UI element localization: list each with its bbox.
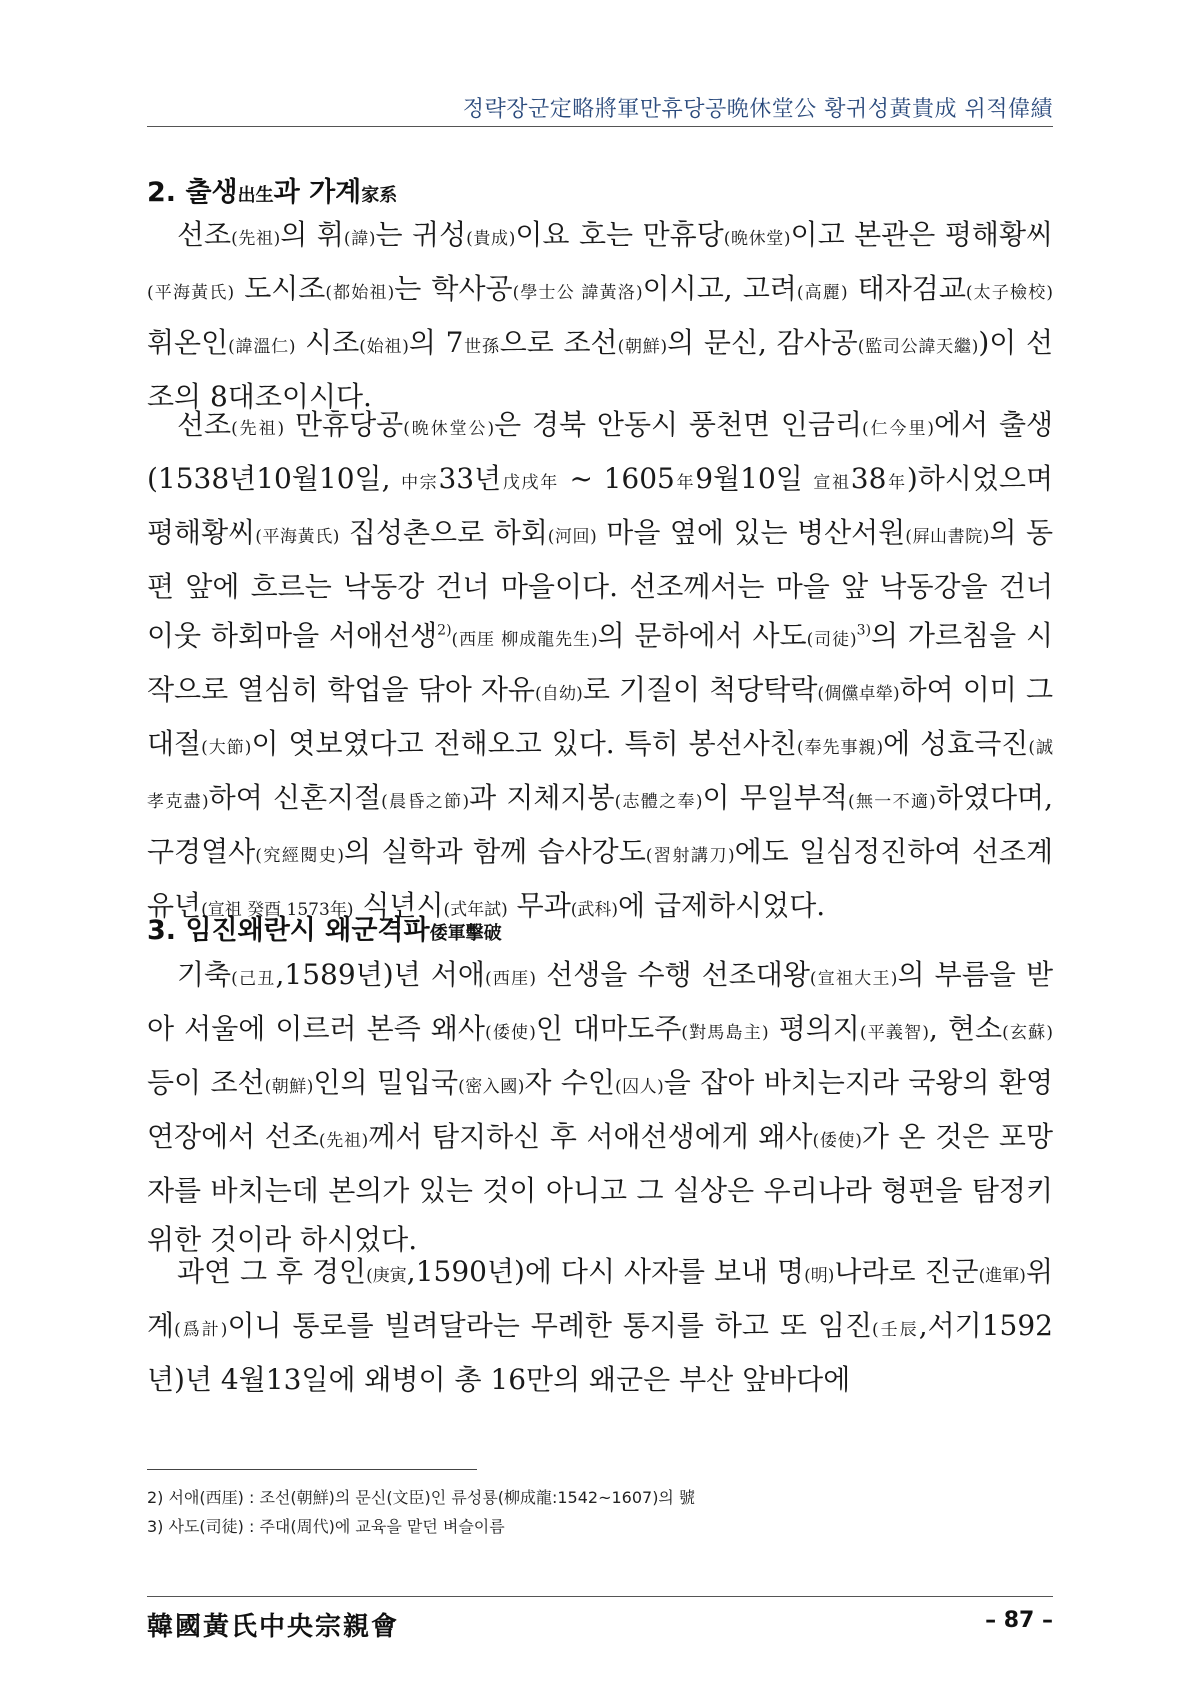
text-run: (屛山書院) <box>905 527 990 547</box>
text-run: 의 7 <box>408 326 464 359</box>
text-run: (壬辰 <box>872 1320 919 1340</box>
text-run: 과 지체지봉 <box>469 781 615 814</box>
text-run: 하였다며, 구경열사 <box>147 781 1053 868</box>
section-3-paragraph-2 <box>147 1247 1053 1404</box>
text-run: 시조 <box>295 326 360 359</box>
text-run: (玄蘇) <box>1002 1023 1054 1043</box>
text-run: 38 <box>850 462 887 495</box>
section-2-paragraph-2 <box>147 400 1053 935</box>
text-run: (宣祖大王) <box>809 969 898 989</box>
text-run: (先祖) <box>231 229 281 249</box>
text-run: 등이 조선 <box>147 1066 265 1099</box>
text-run: 과연 그 후 경인 <box>177 1255 367 1288</box>
text-run: (河回) <box>547 527 597 547</box>
section-2-title-mid: 과 가계 <box>273 177 362 208</box>
text-run: (先祖) <box>231 419 285 439</box>
footnote-2: 2) 서애(西厓) : 조선(朝鮮)의 문신(文臣)인 류성룡(柳成龍:1542~1607)의 號 <box>147 1488 695 1507</box>
text-run: 는 귀성 <box>375 218 467 251</box>
text-run: 에 급제하시었다. <box>618 889 826 922</box>
text-run: (太子檢校) <box>965 283 1053 303</box>
text-run: (倭使) <box>484 1023 536 1043</box>
text-run: 인의 밀입국 <box>313 1066 459 1099</box>
text-run: (囚人) <box>614 1077 664 1097</box>
footnote-ref: 2) <box>437 622 452 639</box>
footer-divider <box>147 1596 1053 1597</box>
text-run: (仁今里) <box>862 419 935 439</box>
text-run: (大節) <box>201 738 252 758</box>
text-run: (始祖) <box>359 337 409 357</box>
section-2-title-hanja: 出生 <box>237 185 274 206</box>
header-divider <box>147 126 1053 127</box>
text-run: 선생을 수행 선조대왕 <box>535 958 810 991</box>
section-3-paragraph-1 <box>147 950 1053 1264</box>
text-run: (平義智) <box>859 1023 929 1043</box>
text-run: (無一不適) <box>847 792 936 812</box>
text-run: 하여 이미 그 대절 <box>147 673 1053 760</box>
text-run: (究經閱史) <box>255 846 345 866</box>
text-run: 의 휘 <box>280 218 344 251</box>
text-run: (宣祖 癸酉 1573年) <box>201 900 354 920</box>
text-run: (倭使) <box>812 1131 862 1151</box>
publisher-name: 韓國黃氏中央宗親會 <box>147 1612 400 1642</box>
section-3-title-hanja: 倭軍擊破 <box>429 923 502 944</box>
text-run: )하시었으며 평해황씨 <box>147 462 1053 549</box>
text-run: ,서기1592년)년 4월13일에 왜병이 총 16만의 왜군은 부산 앞바다에 <box>147 1309 1053 1396</box>
text-run: (進軍) <box>978 1266 1026 1286</box>
text-run: (爲計) <box>174 1320 228 1340</box>
text-run: 으로 조선 <box>499 326 618 359</box>
text-run: (對馬島主) <box>681 1023 769 1043</box>
text-run: (式年試) <box>443 900 508 920</box>
text-run: (西厓) <box>484 969 536 989</box>
text-run: 인 대마도주 <box>535 1012 682 1045</box>
text-run: 을 잡아 바치는지라 국왕의 환영연장에서 선조 <box>147 1066 1054 1153</box>
text-run: 戊戌年 <box>501 473 559 493</box>
text-run: 年 <box>674 473 696 493</box>
text-run: 휘온인 <box>147 326 229 359</box>
text-run: 가 온 것은 포망자를 바치는데 본의가 있는 것이 아니고 그 실상은 우리나라 형편을 탐정키 위한 것이라 하시었다. <box>147 1120 1054 1256</box>
text-run: (晩休堂公) <box>403 419 495 439</box>
text-run: 자 수인 <box>524 1066 615 1099</box>
text-run: (貴成) <box>466 229 516 249</box>
text-run: 선조 <box>177 408 232 441</box>
text-run: (自幼) <box>534 684 583 704</box>
text-run: 이니 통로를 빌려달라는 무례한 통지를 하고 또 임진 <box>227 1309 872 1342</box>
text-run: (諱溫仁) <box>228 337 296 357</box>
text-run: 에서 출생(1538년10월10일, <box>147 408 1054 495</box>
text-run: (誠孝克盡) <box>147 738 1053 812</box>
text-run: (奉先事親) <box>796 738 884 758</box>
text-run: (監司公諱天繼) <box>857 337 979 357</box>
text-run: (平海黃氏) <box>255 527 340 547</box>
footnote-ref: 3) <box>856 622 872 639</box>
text-run: ,1590년)에 다시 사자를 보내 명 <box>406 1255 805 1288</box>
text-run: (都始祖) <box>325 283 395 303</box>
text-run: (先祖) <box>318 1131 369 1151</box>
text-run: 나라로 진군 <box>834 1255 979 1288</box>
text-run: 에도 일심정진하여 선조계유년 <box>147 835 1053 922</box>
text-run: (庚寅 <box>366 1266 407 1286</box>
text-run: 中宗 <box>401 473 439 493</box>
text-run: (志體之奉) <box>614 792 703 812</box>
text-run: 이고 본관은 평해황씨 <box>790 218 1054 251</box>
text-run: 은 경북 안동시 풍천면 인금리 <box>494 408 863 441</box>
text-run: 宣祖 <box>813 473 851 493</box>
text-run: 는 학사공 <box>394 272 513 305</box>
text-run: (晨昏之節) <box>381 792 470 812</box>
text-run: (密入國) <box>458 1077 525 1097</box>
text-run: 식년시 <box>353 889 444 922</box>
page-number: – 87 – <box>985 1608 1053 1633</box>
text-run: 도시조 <box>234 272 326 305</box>
text-run: 무과 <box>507 889 571 922</box>
text-run: 에 성효극진 <box>883 727 1029 760</box>
text-run: 의 가르침을 시작으로 열심히 학업을 닦아 자유 <box>147 619 1054 706</box>
text-run: (明) <box>804 1266 835 1286</box>
section-2-paragraph-1 <box>147 210 1053 421</box>
text-run: 의 문신, 감사공 <box>667 326 858 359</box>
text-run: 선조 <box>177 218 232 251</box>
text-run: (倜儻卓犖) <box>817 684 900 704</box>
text-run: (諱) <box>343 229 376 249</box>
footnote-3: 3) 사도(司徒) : 주대(周代)에 교육을 맡던 벼슬이름 <box>147 1517 505 1536</box>
text-run: 만휴당공 <box>284 408 404 441</box>
text-run: 태자검교 <box>847 272 966 305</box>
text-run: 이시고, 고려 <box>642 272 797 305</box>
text-run: (晩休堂) <box>723 229 791 249</box>
text-run: (平海黃氏) <box>147 283 235 303</box>
section-2-title-text: 2. 출생 <box>147 177 238 208</box>
text-run: 마을 옆에 있는 병산서원 <box>596 516 906 549</box>
text-run: , 현소 <box>928 1012 1003 1045</box>
text-run: (朝鮮) <box>264 1077 314 1097</box>
text-run: 기축 <box>177 958 232 991</box>
text-run: (西厓 柳成龍先生) <box>451 630 598 650</box>
text-run: 年 <box>886 473 907 493</box>
footnote-divider <box>147 1469 477 1470</box>
text-run: 이요 호는 만휴당 <box>515 218 724 251</box>
text-run: 께서 탐지하신 후 서애선생에게 왜사 <box>368 1120 813 1153</box>
text-run: (武科) <box>570 900 619 920</box>
text-run: 의 동편 앞에 흐르는 낙동강 건너 마을이다. 선조께서는 마을 앞 낙동강을 건너 이웃 하회마을 서애선생 <box>147 516 1054 652</box>
running-header: 정략장군定略將軍만휴당공晩休堂公 황귀성黃貴成 위적偉績 <box>462 97 1053 122</box>
text-run: (習射講刀) <box>645 846 735 866</box>
section-2-title <box>147 170 397 209</box>
text-run: 집성촌으로 하회 <box>339 516 548 549</box>
text-run: 로 기질이 척당탁락 <box>582 673 818 706</box>
section-2-title-hanja2: 家系 <box>361 185 398 206</box>
section-3-title-text: 3. 임진왜란시 왜군격파 <box>147 915 430 946</box>
text-run: 의 부름을 받아 서울에 이르러 본즉 왜사 <box>147 958 1053 1045</box>
text-run: ~ 1605 <box>558 462 675 495</box>
text-run: (司徒) <box>806 630 857 650</box>
text-run: (高麗) <box>796 283 848 303</box>
section-3-title <box>147 908 502 947</box>
text-run: 33년 <box>438 462 502 495</box>
text-run: 평의지 <box>768 1012 860 1045</box>
text-run: 하여 신혼지절 <box>208 781 382 814</box>
text-run: )이 선조의 8대조이시다. <box>147 326 1054 413</box>
text-run: 이 무일부적 <box>702 781 848 814</box>
text-run: 위계 <box>147 1255 1053 1342</box>
text-run: 의 문하에서 사도 <box>597 619 807 652</box>
text-run: ,1589년)년 서애 <box>275 958 485 991</box>
text-run: 의 실학과 함께 습사강도 <box>344 835 646 868</box>
text-run: (朝鮮) <box>617 337 668 357</box>
text-run: 9월10일 <box>695 462 814 495</box>
text-run: 이 엿보였다고 전해오고 있다. 특히 봉선사친 <box>251 727 797 760</box>
text-run: 世孫 <box>463 337 500 357</box>
text-run: (己丑 <box>231 969 276 989</box>
text-run: (學士公 諱黃洛) <box>512 283 643 303</box>
